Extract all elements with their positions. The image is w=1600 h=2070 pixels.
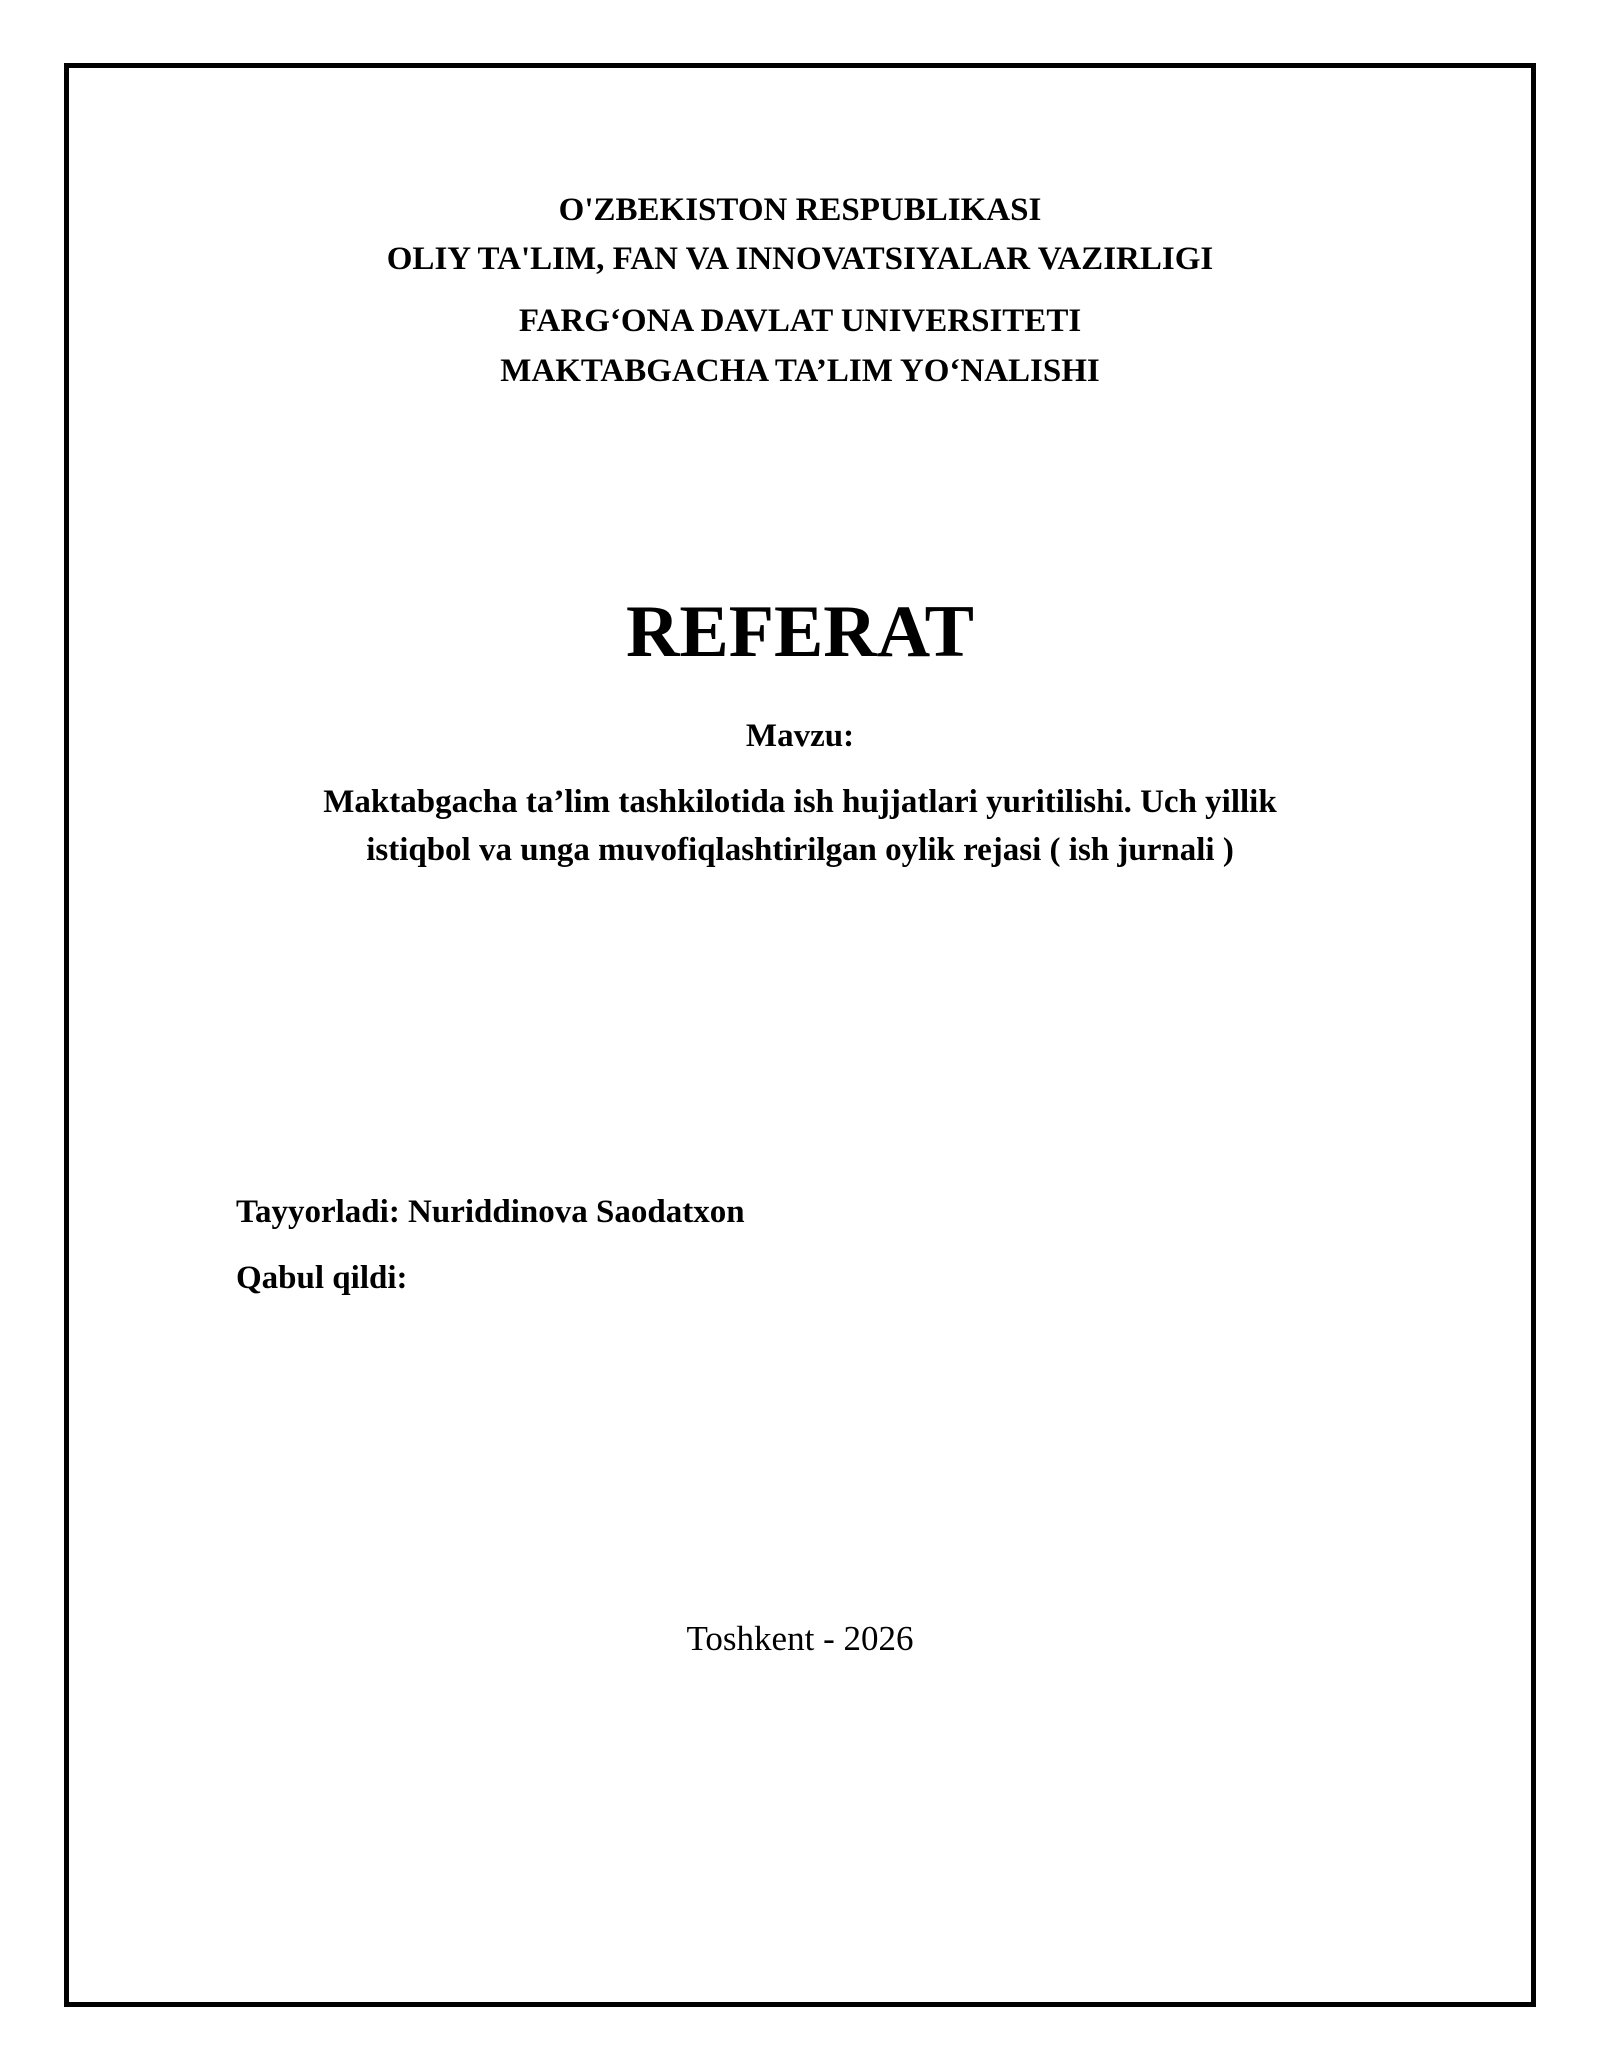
- ministry-heading: OLIY TA'LIM, FAN VA INNOVATSIYALAR VAZIRLIGI: [386, 241, 1214, 277]
- department-heading: MAKTABGACHA TA’LIM YO‘NALISHI: [500, 353, 1100, 389]
- topic-text-line-1: Maktabgacha ta’lim tashkilotida ish hujjatlari yuritilishi. Uch yillik: [323, 784, 1277, 820]
- prepared-by: Tayyorladi: Nuriddinova Saodatxon: [236, 1194, 745, 1230]
- document-title: REFERAT: [625, 591, 975, 673]
- university-heading: FARG‘ONA DAVLAT UNIVERSITETI: [518, 303, 1082, 339]
- place-and-year: Toshkent - 2026: [686, 1619, 914, 1658]
- topic-text-line-2: istiqbol va unga muvofiqlashtirilgan oylik rejasi ( ish jurnali ): [366, 832, 1234, 868]
- country-heading: O'ZBEKISTON RESPUBLIKASI: [558, 192, 1042, 228]
- accepted-by: Qabul qildi:: [236, 1260, 408, 1296]
- topic-label: Mavzu:: [745, 718, 855, 754]
